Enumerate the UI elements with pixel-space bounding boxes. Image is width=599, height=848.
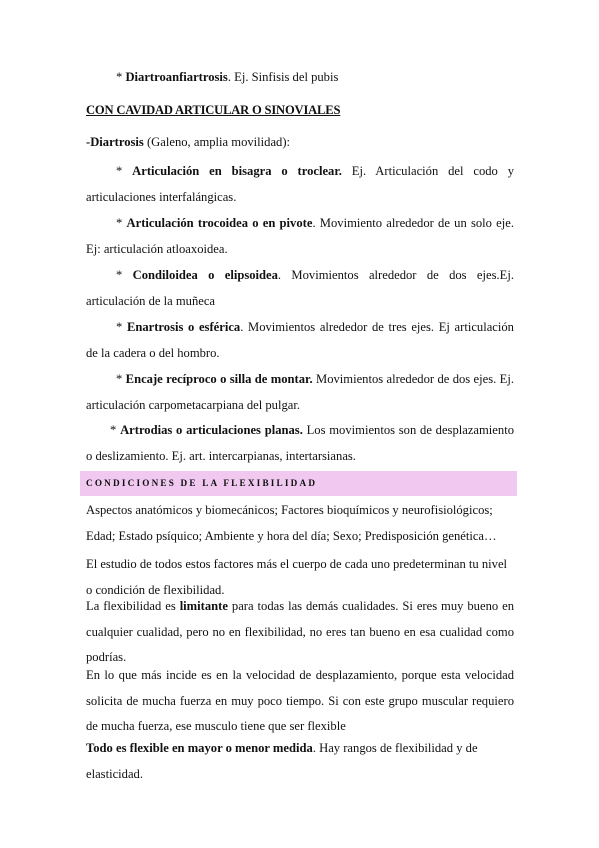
diartroanfiartrosis-term: Diartroanfiartrosis [125, 70, 228, 84]
diartrosis-term: Diartrosis [90, 135, 144, 149]
factors-paragraph: Aspectos anatómicos y biomecánicos; Factores bioquímicos y neurofisiológicos; Edad; Estado psíquico; Ambiente y hora del día; Sexo; Predisposición genética… [86, 503, 497, 543]
item-term: Articulación trocoidea o en pivote [126, 216, 313, 230]
velocidad-paragraph: En lo que más incide es en la velocidad de desplazamiento, porque esta velocidad solicita de mucha fuerza en muy poco tiempo. Si con este grupo muscular requiero de mucha fuerza, ese musculo tiene que ser flexible [86, 668, 514, 733]
item-enartrosis: * Enartrosis o esférica. Movimientos alrededor de tres ejes. Ej articulación de la cadera o del hombro. [86, 320, 514, 360]
item-silla-de-montar: * Encaje recíproco o silla de montar. Movimientos alrededor de dos ejes. Ej. articulación carpometacarpiana del pulgar. [86, 372, 514, 412]
item-trocoidea: * Articulación trocoidea o en pivote. Movimiento alrededor de un solo eje. Ej: articulación atloaxoidea. [86, 216, 514, 256]
item-condiloidea: * Condiloidea o elipsoidea. Movimientos alrededor de dos ejes.Ej. articulación de la muñeca [86, 268, 514, 308]
section-band [80, 471, 517, 496]
item-artrodias: * Artrodias o articulaciones planas. Los movimientos son de desplazamiento o deslizamiento. Ej. art. intercarpianas, intertarsianas. [86, 423, 514, 463]
item-term: Encaje recíproco o silla de montar. [125, 372, 313, 386]
study-paragraph: El estudio de todos estos factores más el cuerpo de cada uno predeterminan tu nivel o condición de flexibilidad. [86, 557, 508, 597]
item-term: Artrodias o articulaciones planas. [120, 423, 303, 437]
item-bisagra: * Articulación en bisagra o troclear. Ej. Articulación del codo y articulaciones interfalángicas. [86, 164, 514, 204]
final-term: Todo es flexible en mayor o menor medida [86, 741, 313, 755]
section-heading: CON CAVIDAD ARTICULAR O SINOVIALES [86, 103, 341, 117]
item-term: Articulación en bisagra o troclear. [132, 164, 342, 178]
band-heading: CONDICIONES DE LA FLEXIBILIDAD [86, 478, 318, 488]
diartroanfiartrosis-line: * Diartroanfiartrosis. Ej. Sinfisis del pubis [116, 70, 339, 84]
diartrosis-line: -Diartrosis (Galeno, amplia movilidad): [86, 135, 291, 149]
item-term: Condiloidea o elipsoidea [132, 268, 278, 282]
final-paragraph: Todo es flexible en mayor o menor medida. Hay rangos de flexibilidad y de elasticidad. [86, 741, 478, 781]
limitante-term: limitante [179, 599, 228, 613]
limitante-paragraph: La flexibilidad es limitante para todas las demás cualidades. Si eres muy bueno en cualquier cualidad, pero no en flexibilidad, no eres tan bueno en esa cualidad como podrías. [86, 599, 515, 664]
item-term: Enartrosis o esférica [126, 320, 241, 334]
